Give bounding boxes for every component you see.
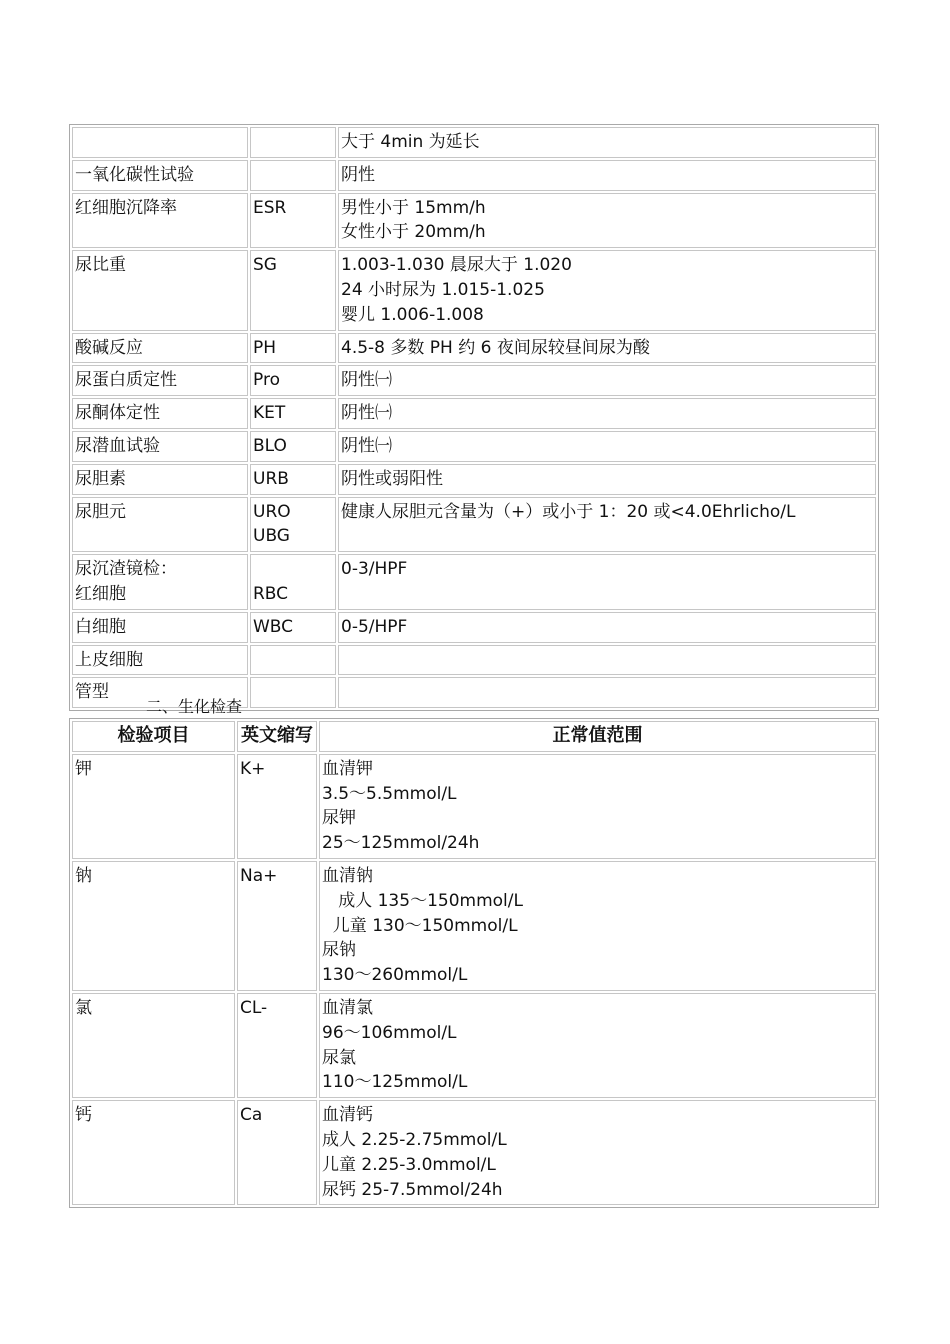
abbreviation-cell (237, 1100, 317, 1205)
cell-text-line (253, 648, 334, 673)
table-row (72, 861, 876, 991)
cell-text-line: SG (253, 255, 277, 276)
table-row (72, 612, 876, 643)
urine-test-table-body (72, 127, 876, 708)
cell-text-line: 1.003-1.030 晨尿大于 1.020 (341, 255, 572, 276)
cell-text-line: 尿酮体定性 (75, 403, 160, 424)
cell-text-line: 尿氯 (322, 1047, 356, 1068)
biochem-test-table (69, 718, 879, 1208)
cell-text-line: 红细胞 (75, 583, 126, 604)
normal-range-cell (338, 333, 876, 364)
abbreviation-cell (250, 554, 336, 610)
cell-text-line (253, 163, 334, 188)
cell-text-line: KET (253, 403, 286, 424)
test-name-cell (72, 993, 235, 1098)
cell-text-line: 氯 (75, 997, 92, 1018)
cell-text-line: 女性小于 20mm/h (341, 222, 486, 243)
header-row (72, 721, 876, 752)
abbreviation-cell (250, 645, 336, 676)
abbreviation-cell (250, 497, 336, 553)
cell-text-line: 成人 135～150mmol/L (322, 890, 523, 911)
normal-range-cell (338, 250, 876, 330)
normal-range-cell (338, 127, 876, 158)
cell-text-line: Ca (240, 1105, 263, 1126)
test-name-cell (72, 160, 248, 191)
header-normal-range: 正常值范围 (319, 721, 876, 752)
table-row (72, 398, 876, 429)
cell-text-line: 儿童 2.25-3.0mmol/L (322, 1154, 496, 1175)
abbreviation-cell (250, 677, 336, 708)
abbreviation-cell (250, 612, 336, 643)
cell-text-line: 红细胞沉降率 (75, 197, 177, 218)
header-abbreviation: 英文缩写 (237, 721, 317, 752)
table-row (72, 250, 876, 330)
abbreviation-cell (237, 861, 317, 991)
cell-text-line: 健康人尿胆元含量为（+）或小于 1：20 或<4.0Ehrlicho/L (341, 501, 796, 522)
abbreviation-cell (250, 193, 336, 249)
test-name-cell (72, 554, 248, 610)
cell-text-line: Pro (253, 370, 280, 391)
cell-text-line (253, 557, 334, 582)
cell-text-line: 尿蛋白质定性 (75, 370, 177, 391)
biochem-table-header (72, 721, 876, 752)
cell-text-line: 3.5～5.5mmol/L (322, 783, 457, 804)
test-name-cell (72, 645, 248, 676)
cell-text-line: ESR (253, 197, 287, 218)
normal-range-cell (338, 645, 876, 676)
cell-text-line: 婴儿 1.006-1.008 (341, 304, 484, 325)
table-row (72, 497, 876, 553)
cell-text-line: 尿胆元 (75, 501, 126, 522)
normal-range-cell (338, 464, 876, 495)
cell-text-line: 0-3/HPF (341, 559, 408, 580)
cell-text-line (341, 680, 874, 705)
table-row (72, 464, 876, 495)
cell-text-line: 管型 (75, 682, 109, 703)
cell-text-line: 男性小于 15mm/h (341, 197, 486, 218)
cell-text-line: Na+ (240, 865, 278, 886)
cell-text-line: 钙 (75, 1105, 92, 1126)
cell-text-line: 尿胆素 (75, 468, 126, 489)
cell-text-line: URB (253, 468, 289, 489)
cell-text-line: 钾 (75, 758, 92, 779)
cell-text-line: CL- (240, 997, 268, 1018)
test-name-cell (72, 464, 248, 495)
normal-range-cell (338, 398, 876, 429)
table-row (72, 645, 876, 676)
cell-text-line: URO (253, 501, 291, 522)
cell-text-line: 尿钙 25-7.5mmol/24h (322, 1179, 503, 1200)
normal-range-cell (338, 612, 876, 643)
normal-range-cell (319, 861, 876, 991)
cell-text-line: 尿钠 (322, 940, 356, 961)
abbreviation-cell (250, 160, 336, 191)
cell-text-line: 尿沉渣镜检： (75, 559, 177, 580)
abbreviation-cell (237, 993, 317, 1098)
cell-text-line (341, 648, 874, 673)
test-name-cell (72, 193, 248, 249)
abbreviation-cell (250, 127, 336, 158)
table-row (72, 1100, 876, 1205)
normal-range-cell (338, 497, 876, 553)
abbreviation-cell (250, 365, 336, 396)
normal-range-cell (338, 365, 876, 396)
urine-test-table (69, 124, 879, 711)
cell-text-line: 阴性㈠ (341, 435, 392, 456)
table-row (72, 431, 876, 462)
cell-text-line: BLO (253, 435, 287, 456)
normal-range-cell (319, 1100, 876, 1205)
cell-text-line: 大于 4min 为延长 (341, 132, 480, 152)
cell-text-line: 25～125mmol/24h (322, 833, 480, 854)
cell-text-line: 130～260mmol/L (322, 965, 468, 986)
cell-text-line: UBG (253, 526, 290, 547)
cell-text-line: 尿潜血试验 (75, 435, 160, 456)
normal-range-cell (319, 993, 876, 1098)
cell-text-line: 阴性㈠ (341, 370, 392, 391)
cell-text-line: 0-5/HPF (341, 616, 408, 637)
table-row (72, 127, 876, 158)
cell-text-line (75, 130, 246, 155)
cell-text-line (253, 130, 334, 155)
test-name-cell (72, 333, 248, 364)
cell-text-line: 血清氯 (322, 997, 373, 1018)
test-name-cell (72, 431, 248, 462)
test-name-cell (72, 612, 248, 643)
table-row (72, 333, 876, 364)
normal-range-cell (338, 554, 876, 610)
cell-text-line: 血清钾 (322, 758, 373, 779)
table-row (72, 365, 876, 396)
cell-text-line: 成人 2.25-2.75mmol/L (322, 1129, 507, 1150)
cell-text-line: 110～125mmol/L (322, 1072, 468, 1093)
abbreviation-cell (250, 431, 336, 462)
test-name-cell (72, 1100, 235, 1205)
cell-text-line: K+ (240, 758, 266, 779)
cell-text-line: WBC (253, 616, 294, 637)
test-name-cell (72, 861, 235, 991)
normal-range-cell (338, 431, 876, 462)
cell-text-line: 96～106mmol/L (322, 1022, 457, 1043)
test-name-cell (72, 398, 248, 429)
table-row (72, 554, 876, 610)
cell-text-line: 钠 (75, 865, 92, 886)
test-name-cell (72, 497, 248, 553)
cell-text-line: 4.5-8 多数 PH 约 6 夜间尿较昼间尿为酸 (341, 337, 650, 358)
cell-text-line: 阴性㈠ (341, 403, 392, 424)
cell-text-line: RBC (253, 583, 289, 604)
cell-text-line: 血清钠 (322, 865, 373, 886)
cell-text-line: 一氧化碳性试验 (75, 164, 194, 185)
cell-text-line: 儿童 130～150mmol/L (322, 915, 518, 936)
section-heading-biochem: 二、生化检查 (146, 697, 243, 716)
cell-text-line: 阴性 (341, 164, 375, 185)
normal-range-cell (319, 754, 876, 859)
abbreviation-cell (250, 398, 336, 429)
table-row (72, 993, 876, 1098)
cell-text-line: 白细胞 (75, 616, 126, 637)
cell-text-line: 尿比重 (75, 255, 126, 276)
normal-range-cell (338, 160, 876, 191)
table-row (72, 193, 876, 249)
cell-text-line: 尿钾 (322, 808, 356, 829)
abbreviation-cell (250, 333, 336, 364)
test-name-cell (72, 250, 248, 330)
table-row (72, 160, 876, 191)
test-name-cell (72, 754, 235, 859)
abbreviation-cell (250, 250, 336, 330)
header-item-name: 检验项目 (72, 721, 235, 752)
cell-text-line: PH (253, 337, 277, 358)
test-name-cell (72, 365, 248, 396)
biochem-test-table-body (72, 754, 876, 1206)
cell-text-line: 24 小时尿为 1.015-1.025 (341, 279, 545, 300)
cell-text-line: 阴性或弱阳性 (341, 468, 443, 489)
abbreviation-cell (237, 754, 317, 859)
cell-text-line: 上皮细胞 (75, 649, 143, 670)
cell-text-line (253, 680, 334, 705)
test-name-cell (72, 127, 248, 158)
cell-text-line: 血清钙 (322, 1105, 373, 1126)
abbreviation-cell (250, 464, 336, 495)
cell-text-line: 酸碱反应 (75, 337, 143, 358)
table-row (72, 754, 876, 859)
normal-range-cell (338, 193, 876, 249)
normal-range-cell (338, 677, 876, 708)
